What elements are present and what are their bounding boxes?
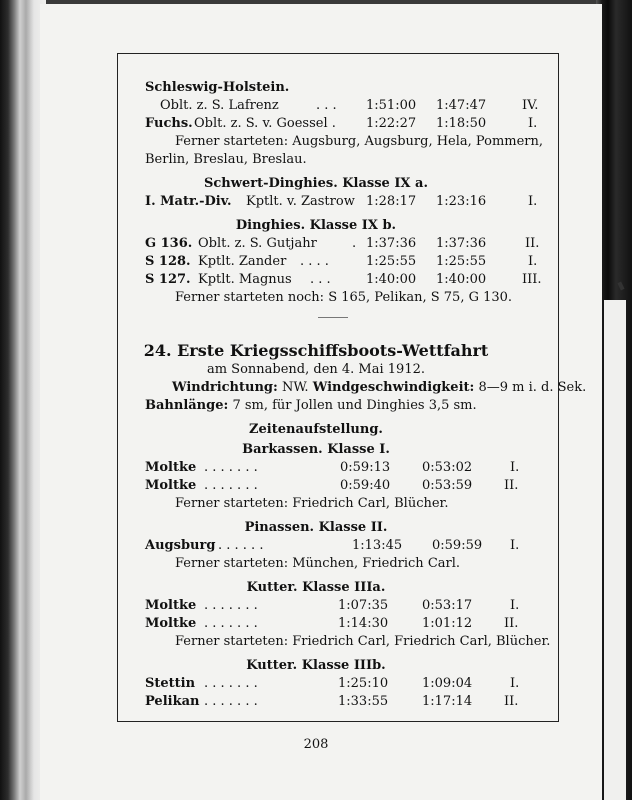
class-heading-schwert-dinghies: Schwert-Dinghies. Klasse IX a.: [204, 176, 428, 191]
corrected-time: 1:37:36: [436, 236, 487, 251]
place: II.: [525, 236, 540, 251]
corrected-time: 0:53:59: [422, 478, 473, 493]
corrected-time: 0:53:02: [422, 460, 473, 475]
result-label: Kptlt. Zander: [198, 254, 287, 269]
leader-dots: .: [352, 236, 357, 251]
boat-number: G 136.: [145, 236, 193, 251]
boat-name: Moltke: [145, 460, 197, 475]
result-label: Kptlt. Magnus: [198, 272, 292, 287]
class-heading-dinghies: Dinghies. Klasse IX b.: [235, 218, 397, 233]
boat-name: Pelikan: [145, 694, 200, 709]
boat-number: S 127.: [145, 272, 191, 287]
boat-name: Moltke: [145, 598, 197, 613]
leader-dots: . . . . . . .: [204, 598, 258, 613]
leader-dots: . . . . . . .: [204, 460, 258, 475]
boat-name: I. Matr.-Div.: [145, 194, 232, 209]
also-started: Berlin, Breslau, Breslau.: [145, 152, 307, 167]
boat-number: S 128.: [145, 254, 191, 269]
class-heading-kutter-3b: Kutter. Klasse IIIb.: [246, 658, 386, 673]
corrected-time: 0:59:59: [432, 538, 483, 553]
leader-dots: . . . .: [300, 254, 329, 269]
corrected-time: 1:40:00: [436, 272, 487, 287]
place: I.: [510, 538, 520, 553]
elapsed-time: 0:59:13: [340, 460, 391, 475]
result-label: Kptlt. v. Zastrow: [246, 194, 355, 209]
course-length-label: Bahnlänge:: [145, 398, 229, 413]
leader-dots: . . . . . . .: [204, 478, 258, 493]
also-started: Ferner starteten: Augsburg, Augsburg, Hela, Pommern,: [175, 134, 544, 149]
result-label: Oblt. z. S. Lafrenz: [160, 98, 279, 113]
elapsed-time: 1:37:36: [366, 236, 417, 251]
corrected-time: 0:53:17: [422, 598, 473, 613]
wind-direction-label: Windrichtung:: [172, 380, 278, 395]
boat-name: Stettin: [145, 676, 196, 691]
corrected-time: 1:23:16: [436, 194, 487, 209]
race-date: am Sonnabend, den 4. Mai 1912.: [206, 362, 426, 377]
boat-name: Fuchs.: [145, 116, 193, 131]
elapsed-time: 1:13:45: [352, 538, 403, 553]
course-line: [145, 398, 477, 414]
elapsed-time: 1:22:27: [366, 116, 417, 131]
place: I.: [528, 194, 538, 209]
leader-dots: . . .: [316, 98, 337, 113]
class-heading-barkassen: Barkassen. Klasse I.: [242, 442, 390, 457]
place: I.: [510, 598, 520, 613]
page-number: 208: [303, 737, 329, 752]
boat-name: Moltke: [145, 478, 197, 493]
place: II.: [504, 478, 519, 493]
elapsed-time: 1:33:55: [338, 694, 389, 709]
race-title: 24. Erste Kriegsschiffsboots-Wettfahrt: [143, 341, 489, 360]
corrected-time: 1:47:47: [436, 98, 487, 113]
class-heading-kutter-3a: Kutter. Klasse IIIa.: [246, 580, 386, 595]
elapsed-time: 1:51:00: [366, 98, 417, 113]
elapsed-time: 1:25:10: [338, 676, 389, 691]
wind-line: [172, 380, 586, 396]
elapsed-time: 1:14:30: [338, 616, 389, 631]
boat-name: Augsburg: [145, 538, 216, 553]
result-label: Oblt. z. S. v. Goessel .: [194, 116, 336, 131]
leader-dots: . . . . . . .: [204, 694, 258, 709]
course-length-value: 7 sm, für Jollen und Dinghies 3,5 sm.: [232, 398, 477, 413]
place: IV.: [522, 98, 539, 113]
leader-dots: . . . . . . .: [204, 616, 258, 631]
boat-name: Moltke: [145, 616, 197, 631]
elapsed-time: 1:25:55: [366, 254, 417, 269]
elapsed-time: 1:07:35: [338, 598, 389, 613]
leader-dots: . . . . . . .: [204, 676, 258, 691]
section-divider: [318, 317, 348, 318]
elapsed-time: 1:28:17: [366, 194, 417, 209]
corrected-time: 1:25:55: [436, 254, 487, 269]
also-started: Ferner starteten noch: S 165, Pelikan, S 75, G 130.: [175, 290, 513, 305]
corrected-time: 1:18:50: [436, 116, 487, 131]
also-started: Ferner starteten: Friedrich Carl, Friedrich Carl, Blücher.: [175, 634, 551, 649]
leader-dots: . . .: [310, 272, 331, 287]
also-started: Ferner starteten: München, Friedrich Carl.: [175, 556, 461, 571]
corrected-time: 1:01:12: [422, 616, 473, 631]
place: III.: [522, 272, 542, 287]
class-heading-pinassen: Pinassen. Klasse II.: [244, 520, 388, 535]
place: I.: [510, 460, 520, 475]
wind-speed-value: 8—9 m i. d. Sek.: [478, 380, 587, 395]
leader-dots: . . . . . .: [218, 538, 264, 553]
elapsed-time: 0:59:40: [340, 478, 391, 493]
place: II.: [504, 694, 519, 709]
class-heading-schleswig-holstein: Schleswig-Holstein.: [145, 80, 290, 95]
corrected-time: 1:09:04: [422, 676, 473, 691]
wind-speed-label: Windgeschwindigkeit:: [312, 380, 475, 395]
place: I.: [528, 254, 538, 269]
place: I.: [510, 676, 520, 691]
times-heading: Zeitenaufstellung.: [249, 422, 383, 437]
place: I.: [528, 116, 538, 131]
elapsed-time: 1:40:00: [366, 272, 417, 287]
result-label: Oblt. z. S. Gutjahr: [198, 236, 317, 251]
wind-direction-value: NW.: [281, 380, 309, 395]
corrected-time: 1:17:14: [422, 694, 473, 709]
place: II.: [504, 616, 519, 631]
also-started: Ferner starteten: Friedrich Carl, Blücher.: [175, 496, 449, 511]
